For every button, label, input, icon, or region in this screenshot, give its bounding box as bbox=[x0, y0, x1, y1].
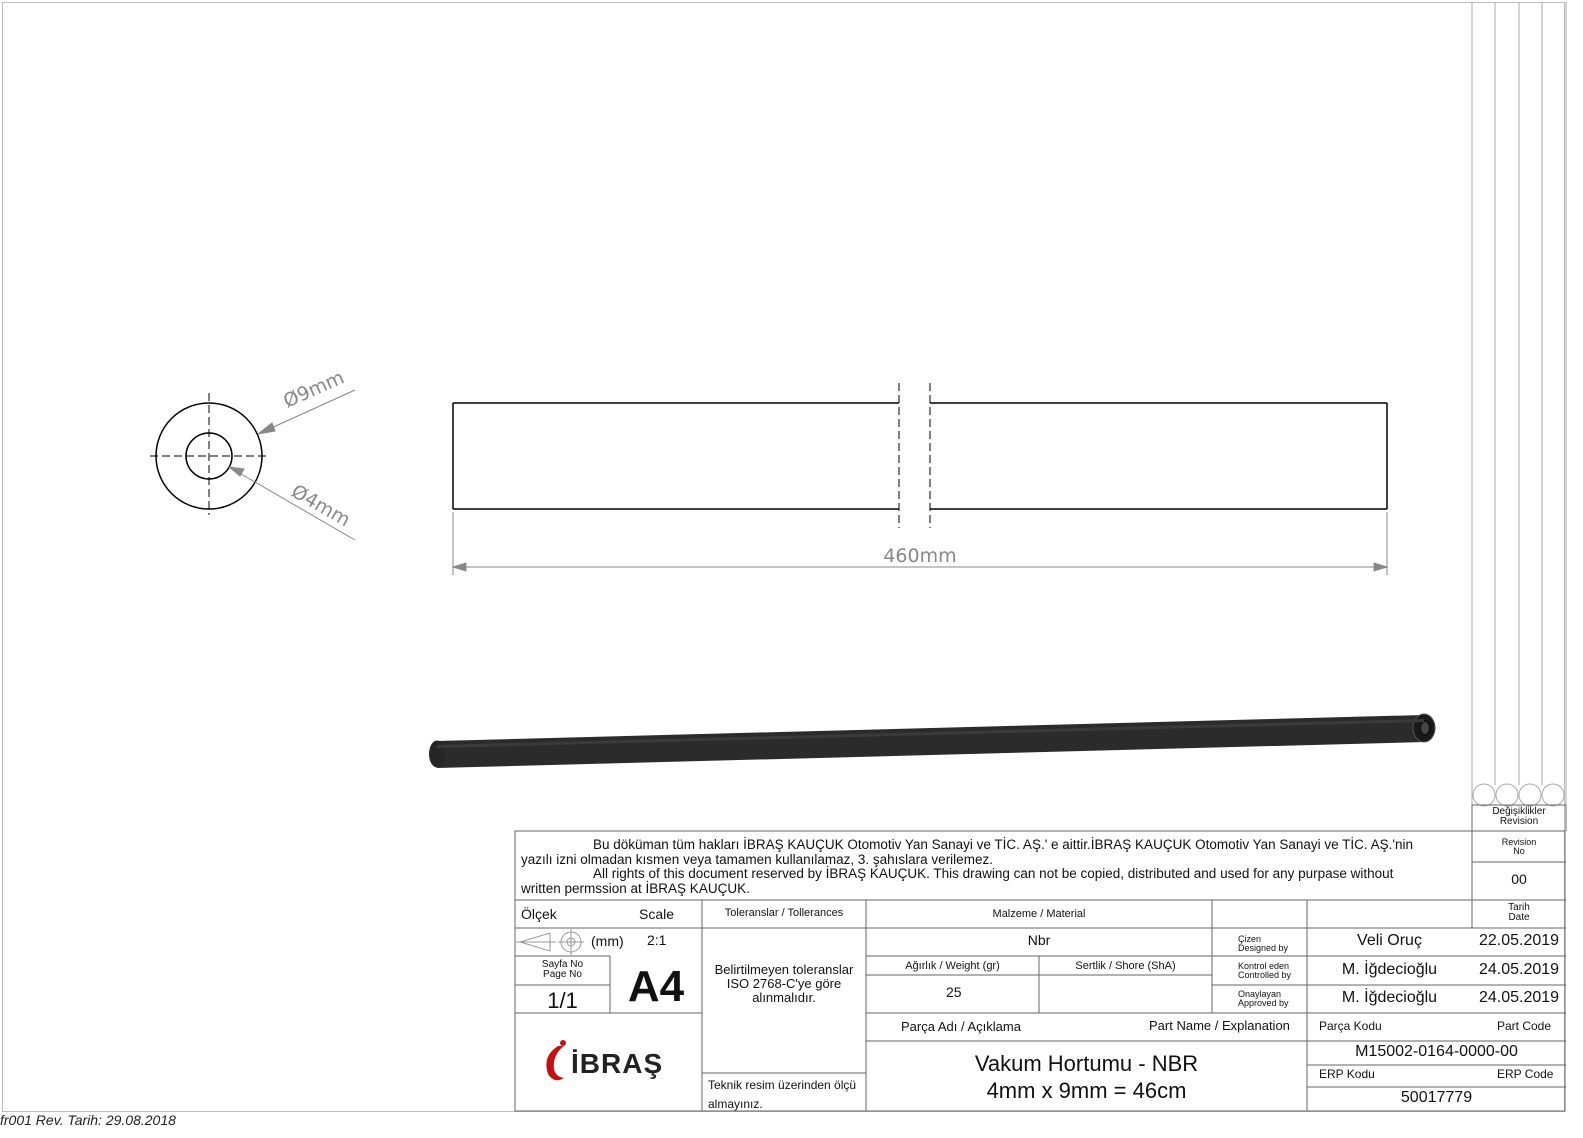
section-view bbox=[150, 393, 268, 515]
scale-label-en: Scale bbox=[639, 906, 675, 922]
side-view bbox=[453, 403, 1387, 509]
weight-label: Ağırlık / Weight (gr) bbox=[905, 960, 1000, 972]
units: (mm) bbox=[591, 933, 624, 949]
drawn-date: 22.05.2019 bbox=[1478, 932, 1560, 949]
tolerances-label: Toleranslar / Tollerances bbox=[724, 907, 844, 919]
hardness-label: Sertlik / Shore (ShA) bbox=[1075, 960, 1176, 972]
material-label: Malzeme / Material bbox=[992, 908, 1086, 920]
page-value: 1/1 bbox=[547, 988, 578, 1013]
part-name-label-en: Part Name / Explanation bbox=[1149, 1018, 1290, 1033]
no-measure-note: Teknik resim üzerinden ölçü almayınız. bbox=[708, 1078, 857, 1111]
material-value: Nbr bbox=[1027, 932, 1051, 948]
weight-value: 25 bbox=[946, 984, 962, 1000]
drawn-label: Çizen Designed by bbox=[1238, 934, 1289, 953]
approved-label: Onaylayan Approved by bbox=[1238, 989, 1289, 1008]
erp-code: 50017779 bbox=[1400, 1089, 1473, 1106]
revision-header: Değişiklikler Revision bbox=[1492, 806, 1546, 827]
part-code: M15002-0164-0000-00 bbox=[1355, 1043, 1518, 1060]
projection-symbol bbox=[516, 929, 584, 955]
page-label: Sayfa No Page No bbox=[541, 959, 584, 980]
hose-3d-render bbox=[429, 714, 1435, 768]
erp-label-en: ERP Code bbox=[1497, 1067, 1554, 1081]
approved-by: M. İğdecioğlu bbox=[1341, 989, 1438, 1006]
part-name-label-tr: Parça Adı / Açıklama bbox=[901, 1019, 1021, 1034]
outer-diameter-label: Ø9mm bbox=[280, 366, 348, 413]
form-revision-note: fr001 Rev. Tarih: 29.08.2018 bbox=[0, 1112, 176, 1128]
sheet-size: A4 bbox=[627, 962, 685, 1011]
svg-text:İBRAŞ: İBRAŞ bbox=[571, 1048, 664, 1079]
scale-value: 2:1 bbox=[647, 932, 667, 948]
checked-label: Kontrol eden Controlled by bbox=[1238, 961, 1292, 980]
company-logo bbox=[546, 1040, 663, 1080]
erp-label-tr: ERP Kodu bbox=[1319, 1067, 1375, 1081]
part-name: Vakum Hortumu - NBR 4mm x 9mm = 46cm bbox=[974, 1051, 1199, 1103]
copyright-notice: Bu döküman tüm hakları İBRAŞ KAUÇUK Otomotiv Yan Sanayi ve TİC. AŞ.' e aittir.İBRAŞ KAUÇUK Otomotiv Yan Sanayi ve TİC. AŞ.'nin yazılı izni olmadan kısmen veya tamamen kullanılamaz, 3. şahıslara verilemez. All rights of this document reserved by İBRAŞ KAUÇUK. This drawing can not be copied, distributed and used for any purpase without written permssion at İBRAŞ KAUÇUK. bbox=[521, 837, 1414, 896]
checked-by: M. İğdecioğlu bbox=[1341, 961, 1438, 978]
date-label: Tarih Date bbox=[1508, 902, 1530, 923]
scale-label-tr: Ölçek bbox=[521, 906, 557, 922]
approved-date: 24.05.2019 bbox=[1478, 989, 1560, 1006]
drawn-by: Veli Oruç bbox=[1357, 932, 1422, 949]
revision-no-label: Revision No bbox=[1501, 837, 1537, 856]
tolerances-text: Belirtilmeyen toleranslar ISO 2768-C'ye göre alınmalıdır. bbox=[714, 962, 854, 1005]
revision-no: 00 bbox=[1511, 871, 1527, 887]
part-code-label-en: Part Code bbox=[1497, 1019, 1552, 1033]
checked-date: 24.05.2019 bbox=[1478, 961, 1560, 978]
length-label: 460mm bbox=[883, 545, 957, 567]
part-code-label-tr: Parça Kodu bbox=[1319, 1019, 1382, 1033]
inner-diameter-label: Ø4mm bbox=[287, 480, 354, 532]
